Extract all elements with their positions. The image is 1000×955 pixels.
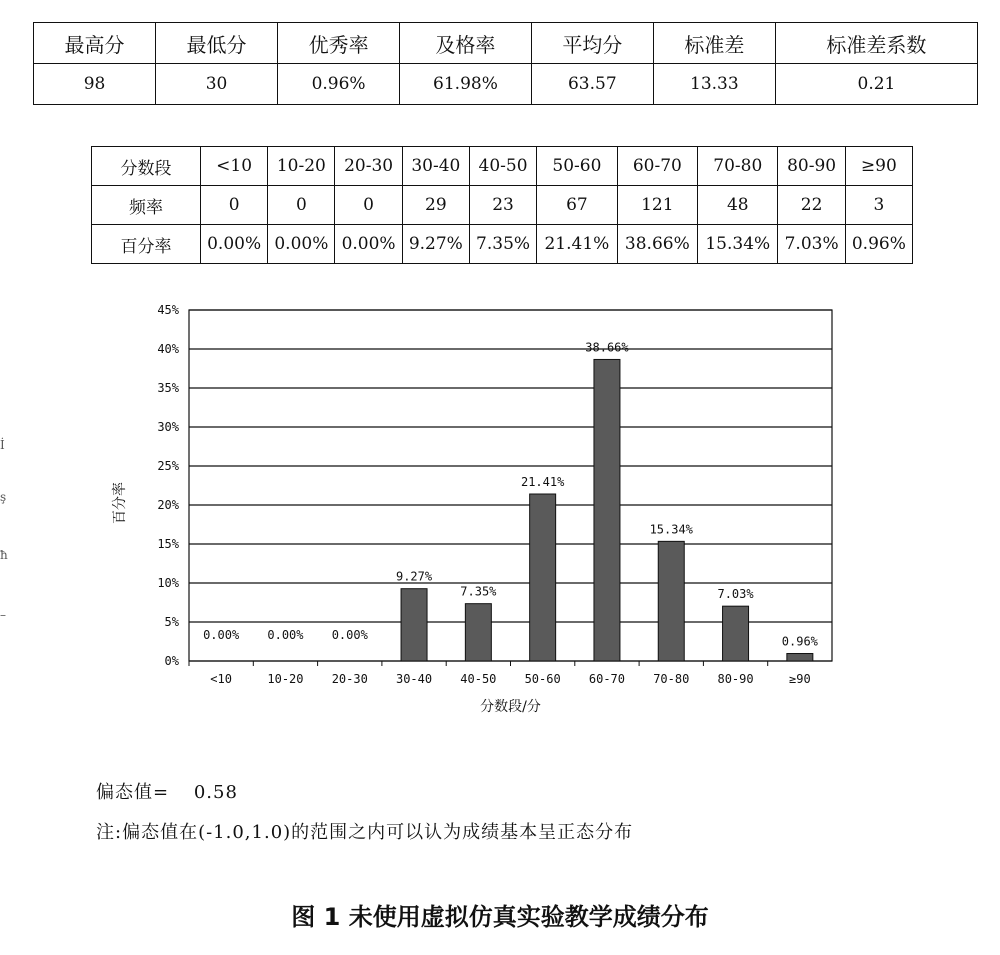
x-tick-label: 70-80 <box>653 672 690 686</box>
x-tick-label: 60-70 <box>588 672 626 686</box>
bar <box>401 589 427 661</box>
y-tick-label: 30% <box>157 420 179 434</box>
edge-mark: ħ <box>0 548 8 562</box>
skewness-label: 偏态值= <box>96 782 170 803</box>
data-label: 0.00% <box>267 628 304 642</box>
edge-mark: ş <box>0 490 7 504</box>
row-label: 频率 <box>92 186 201 225</box>
stats-value-cell: 30 <box>156 64 278 105</box>
y-tick-label: 25% <box>157 459 179 473</box>
bar <box>723 606 749 661</box>
band-cell: 50-60 <box>537 147 617 186</box>
y-tick-labels <box>157 303 179 668</box>
percentage-cell: 38.66% <box>617 225 697 264</box>
stats-header-cell: 标准差系数 <box>775 23 977 64</box>
data-label: 21.41% <box>520 475 565 490</box>
stats-header-row <box>34 23 978 64</box>
stats-value-cell: 13.33 <box>653 64 775 105</box>
skewness-line <box>96 778 238 804</box>
row-label: 百分率 <box>92 225 201 264</box>
bar <box>594 359 620 661</box>
x-axis-title: 分数段/分 <box>480 699 541 715</box>
band-cell: 20-30 <box>335 147 402 186</box>
y-tick-label: 10% <box>157 576 179 590</box>
x-tick-label: 30-40 <box>395 672 433 686</box>
bar <box>465 604 491 661</box>
x-tick-label: 40-50 <box>460 672 497 686</box>
y-tick-label: 20% <box>157 498 179 512</box>
percentage-row <box>92 225 913 264</box>
stats-header-cell: 最高分 <box>34 23 156 64</box>
skewness-value: 0.58 <box>193 782 238 803</box>
stats-header-cell: 平均分 <box>531 23 653 64</box>
data-label: 38.66% <box>585 340 629 355</box>
figure-caption: 图 1 未使用虚拟仿真实验教学成绩分布 <box>291 903 709 931</box>
band-cell: 30-40 <box>402 147 469 186</box>
band-row <box>92 147 913 186</box>
frequency-cell: 0 <box>268 186 335 225</box>
stats-header-cell: 标准差 <box>653 23 775 64</box>
data-label: 0.00% <box>331 628 368 642</box>
x-tick-label: <10 <box>210 672 232 686</box>
stats-value-cell: 63.57 <box>531 64 653 105</box>
y-tick-label: 5% <box>164 615 179 629</box>
percentage-cell: 15.34% <box>698 225 778 264</box>
frequency-cell: 29 <box>402 186 469 225</box>
band-cell: 40-50 <box>469 147 536 186</box>
percentage-cell: 0.00% <box>335 225 402 264</box>
band-cell: 60-70 <box>617 147 697 186</box>
stats-value-row <box>34 64 978 105</box>
stats-table <box>33 22 978 105</box>
percentage-cell: 21.41% <box>537 225 617 264</box>
percentage-cell: 9.27% <box>402 225 469 264</box>
stats-header-cell: 优秀率 <box>278 23 400 64</box>
stats-value-cell: 61.98% <box>400 64 532 105</box>
distribution-table <box>91 146 913 264</box>
data-labels <box>203 340 819 648</box>
band-cell: 10-20 <box>268 147 335 186</box>
stats-value-cell: 0.96% <box>278 64 400 105</box>
band-cell: 70-80 <box>698 147 778 186</box>
x-tick-labels <box>210 672 810 686</box>
y-tick-label: 0% <box>164 654 179 668</box>
band-cell: <10 <box>201 147 268 186</box>
x-tick-label: 20-30 <box>331 672 368 686</box>
y-axis-title: 百分率 <box>112 482 128 525</box>
edge-mark: İ <box>0 438 5 452</box>
x-tick-label: 50-60 <box>524 672 561 686</box>
percentage-cell: 0.00% <box>201 225 268 264</box>
percentage-cell: 0.96% <box>845 225 912 264</box>
percentage-cell: 0.00% <box>268 225 335 264</box>
percentage-cell: 7.35% <box>469 225 536 264</box>
data-label: 9.27% <box>395 569 433 584</box>
edge-mark: – <box>0 608 6 622</box>
stats-value-cell: 0.21 <box>775 64 977 105</box>
x-tick-label: 10-20 <box>267 672 304 686</box>
bar <box>658 541 684 661</box>
frequency-cell: 23 <box>469 186 536 225</box>
bar <box>530 494 556 661</box>
note-text: 注:偏态值在(-1.0,1.0)的范围之内可以认为成绩基本呈正态分布 <box>96 822 634 843</box>
x-tick-label: ≥90 <box>789 672 811 686</box>
frequency-cell: 0 <box>201 186 268 225</box>
bars <box>401 359 813 661</box>
data-label: 7.35% <box>460 584 497 599</box>
bar <box>787 654 813 661</box>
band-cell: 80-90 <box>778 147 845 186</box>
y-tick-label: 45% <box>157 303 179 317</box>
x-tick-label: 80-90 <box>717 672 754 686</box>
y-tick-label: 15% <box>157 537 179 551</box>
percentage-cell: 7.03% <box>778 225 845 264</box>
frequency-row <box>92 186 913 225</box>
y-tick-label: 40% <box>157 342 179 356</box>
frequency-cell: 67 <box>537 186 617 225</box>
frequency-cell: 22 <box>778 186 845 225</box>
band-cell: ≥90 <box>845 147 912 186</box>
stats-value-cell: 98 <box>34 64 156 105</box>
row-label: 分数段 <box>92 147 201 186</box>
y-tick-label: 35% <box>157 381 179 395</box>
frequency-cell: 121 <box>617 186 697 225</box>
bar-chart <box>0 290 1000 730</box>
data-label: 0.00% <box>203 628 240 642</box>
frequency-cell: 48 <box>698 186 778 225</box>
stats-header-cell: 最低分 <box>156 23 278 64</box>
data-label: 15.34% <box>649 522 693 537</box>
frequency-cell: 3 <box>845 186 912 225</box>
stats-header-cell: 及格率 <box>400 23 532 64</box>
data-label: 0.96% <box>781 634 818 649</box>
frequency-cell: 0 <box>335 186 402 225</box>
data-label: 7.03% <box>717 587 754 602</box>
